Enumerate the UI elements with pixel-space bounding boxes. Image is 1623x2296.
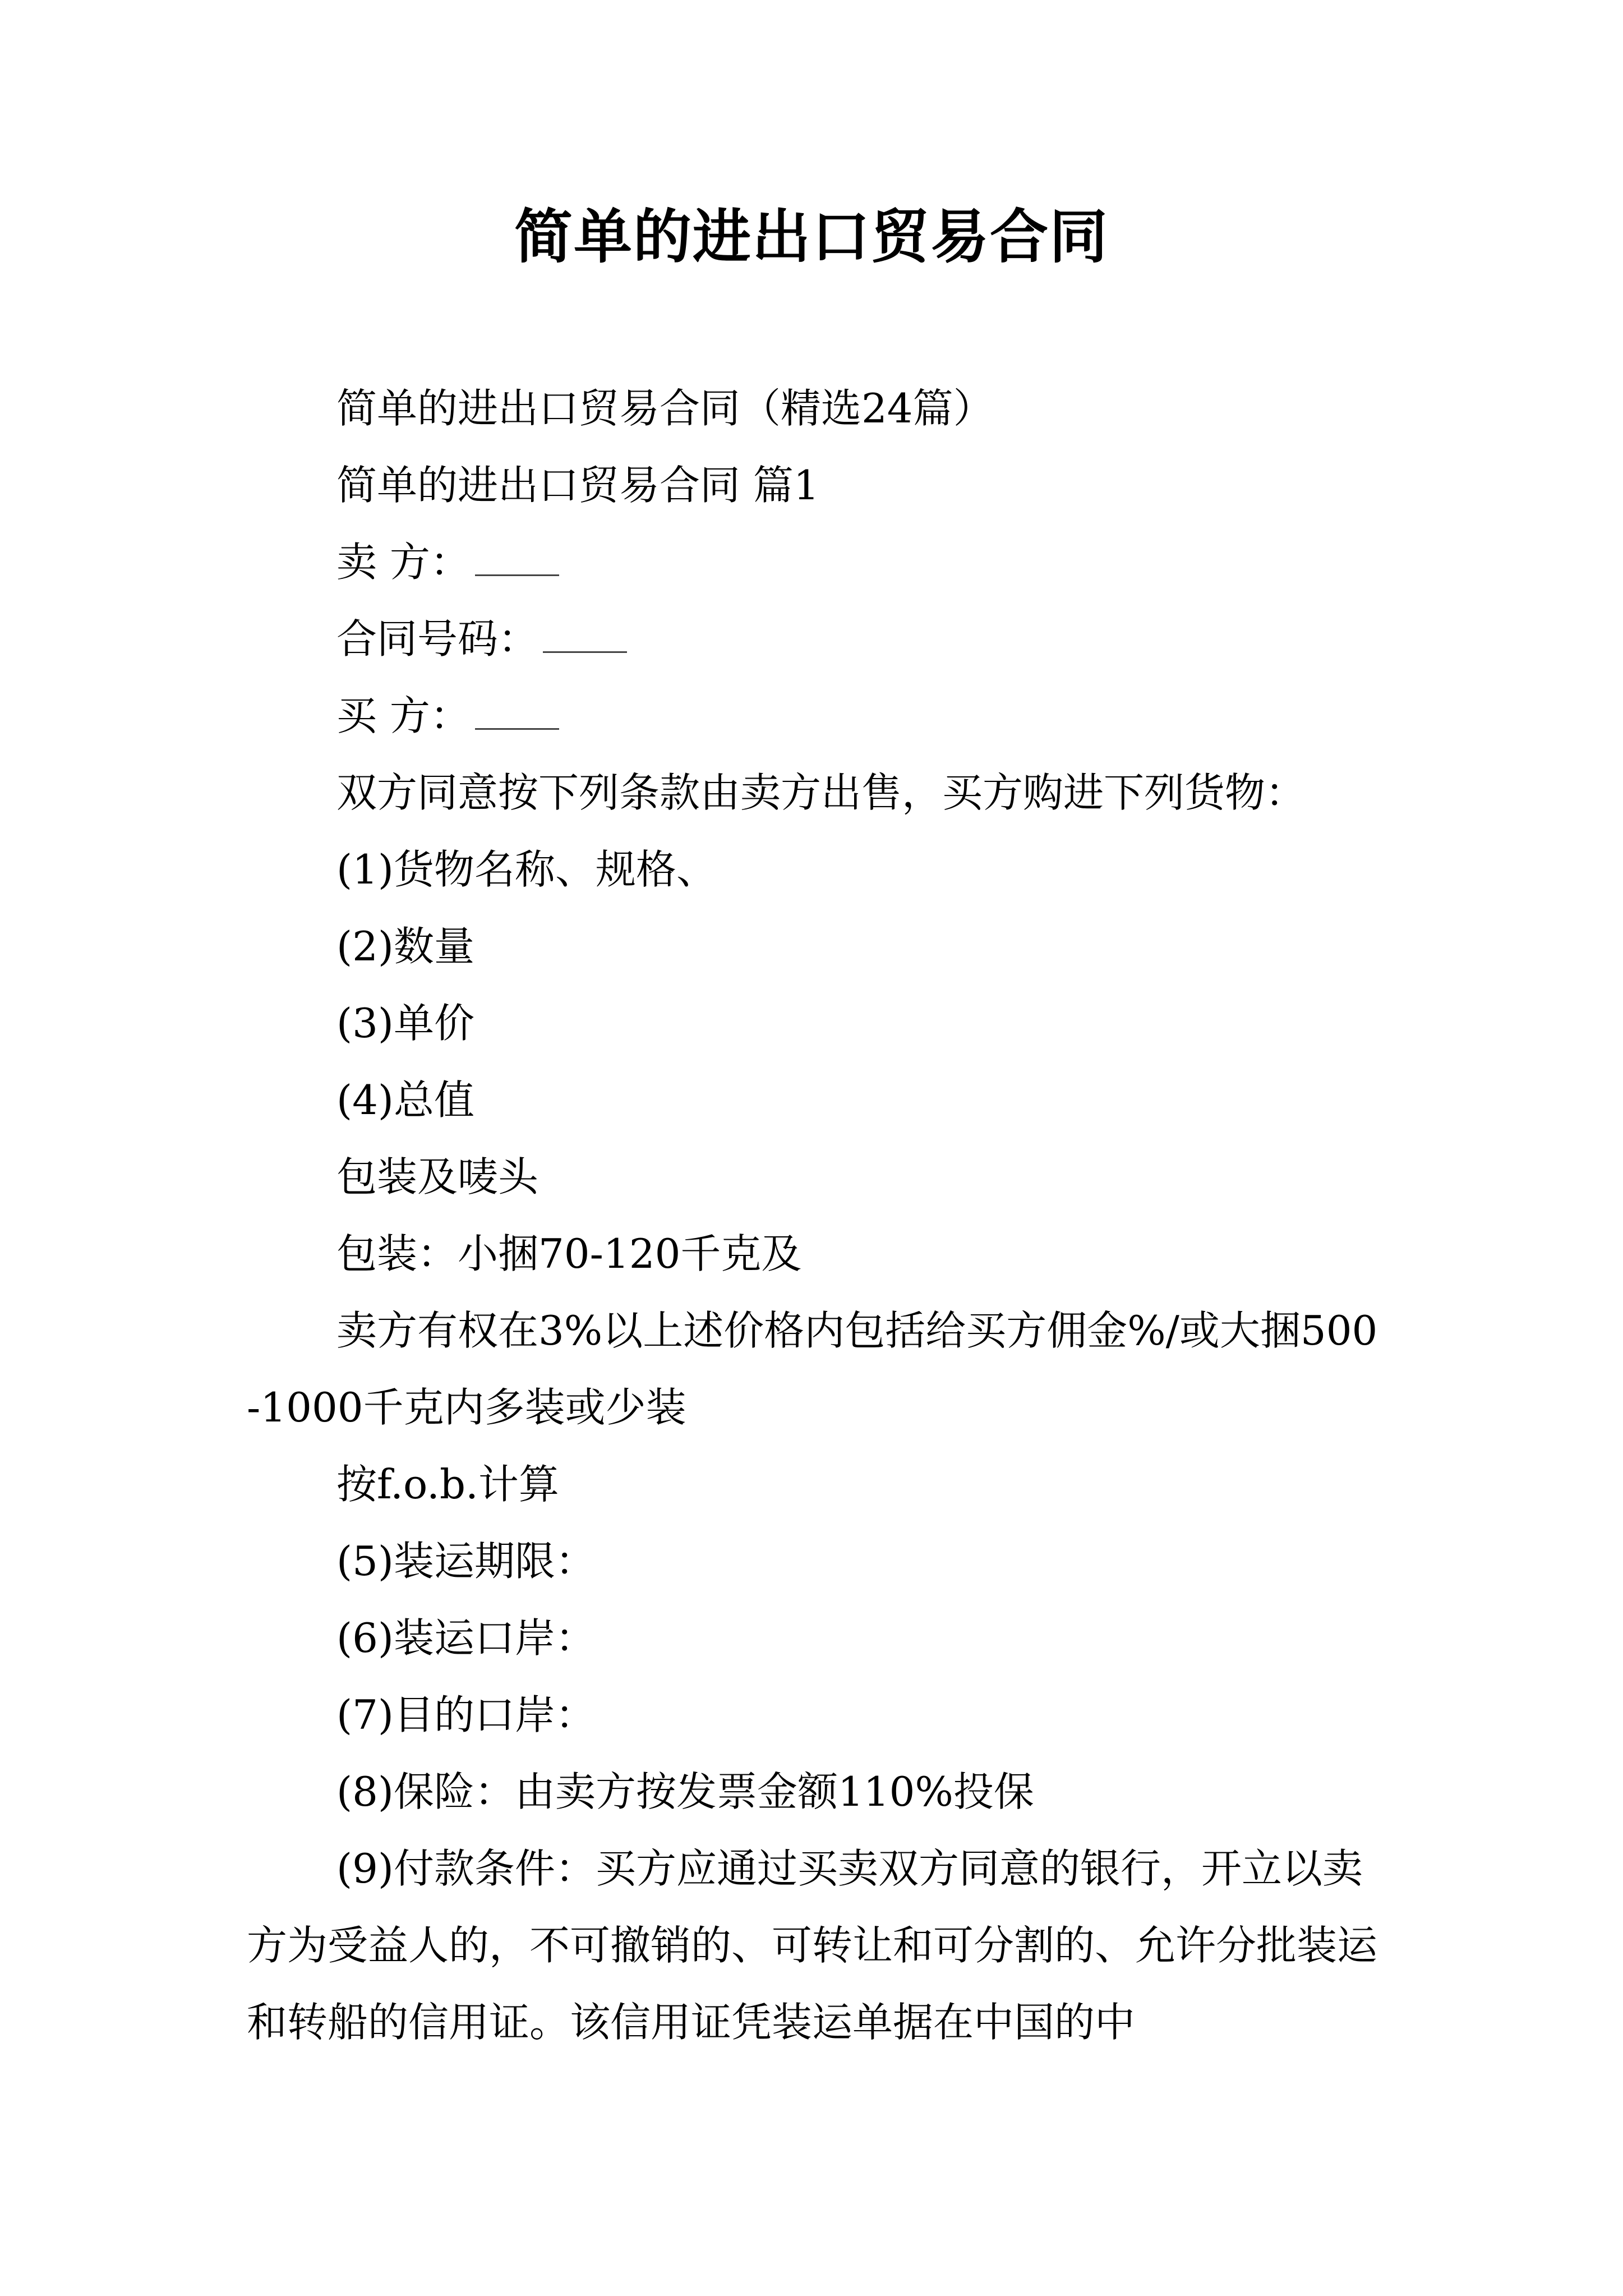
clause-unit-price: (3)单价: [336, 1000, 474, 1047]
clause-quantity: (2)数量: [336, 923, 474, 970]
contract-number-blank: [543, 618, 627, 653]
paragraph-section-heading: 简单的进出口贸易合同 篇1: [336, 462, 819, 509]
clause-shipment-period: (5)装运期限：: [336, 1538, 596, 1585]
seller-label: 卖 方：: [336, 539, 471, 586]
seller-line: [247, 524, 1391, 601]
paragraph-seller-right: 卖方有权在3%以上述价格内包括给买方佣金%/或大捆500-1000千克内多装或少装: [247, 1307, 1378, 1431]
paragraph-packing-marks: 包装及唛头: [336, 1153, 539, 1200]
clause-loading-port: (6)装运口岸：: [336, 1614, 596, 1662]
seller-blank: [475, 541, 559, 576]
paragraph-fob: 按f.o.b.计算: [336, 1461, 559, 1508]
clause-insurance: (8)保险：由卖方按发票金额110%投保: [336, 1768, 1034, 1815]
clause-destination-port: (7)目的口岸：: [336, 1691, 596, 1738]
paragraph-packing: 包装：小捆70-120千克及: [336, 1230, 802, 1277]
clause-total-value: (4)总值: [336, 1076, 474, 1124]
document-title: 简单的进出口贸易合同: [514, 203, 1109, 271]
clause-payment-terms: (9)付款条件：买方应通过买卖双方同意的银行，开立以卖方为受益人的，不可撤销的、可转让和可分割的、允许分批装运和转船的信用证。该信用证凭装运单据在中国的中: [247, 1845, 1378, 2046]
clause-goods-name: (1)货物名称、规格、: [336, 846, 717, 893]
paragraph-subtitle: 简单的进出口贸易合同（精选24篇）: [336, 385, 994, 432]
buyer-label: 买 方：: [336, 692, 471, 739]
paragraph-agreement: 双方同意按下列条款由卖方出售，买方购进下列货物：: [336, 769, 1306, 816]
buyer-line: [247, 678, 1391, 754]
contract-number-line: [247, 601, 1391, 678]
buyer-blank: [475, 694, 559, 730]
document-body: [247, 370, 1391, 2061]
contract-number-label: 合同号码：: [336, 615, 539, 662]
